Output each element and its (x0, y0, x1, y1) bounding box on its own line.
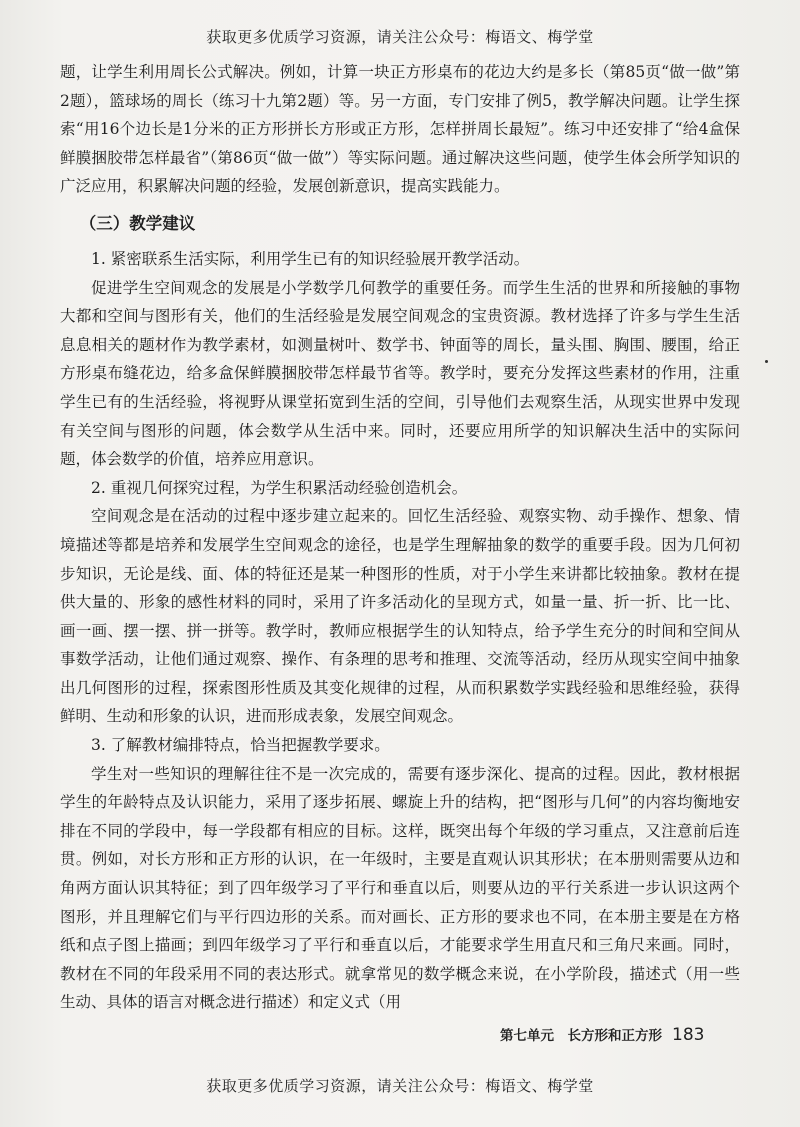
paragraph: 学生对一些知识的理解往往不是一次完成的，需要有逐步深化、提高的过程。因此，教材根据学生的年龄特点及认识能力，采用了逐步拓展、螺旋上升的结构，把“图形与几何”的内容均衡地安排在不同的学段中，每一学段都有相应的目标。这样，既突出每个年级的学习重点，又注意前后连贯。例如，对长方形和正方形的认识，在一年级时，主要是直观认识其形状；在本册则需要从边和角两方面认识其特征；到了四年级学习了平行和垂直以后，则要从边的平行关系进一步认识这两个图形，并且理解它们与平行四边形的关系。而对画长、正方形的要求也不同，在本册主要是在方格纸和点子图上描画；到四年级学习了平行和垂直以后，才能要求学生用直尺和三角尺来画。同时，教材在不同的年段采用不同的表达形式。就拿常见的数学概念来说，在小学阶段，描述式（用一些生动、具体的语言对概念进行描述）和定义式（用 (60, 764, 740, 1012)
paragraph: 促进学生空间观念的发展是小学数学几何教学的重要任务。而学生生活的世界和所接触的事物大都和空间与图形有关，他们的生活经验是发展空间观念的宝贵资源。教材选择了许多与学生生活息息相关的题材作为教学素材，如测量树叶、数学书、钟面等的周长，量头围、胸围、腰围，给正方形桌布缝花边，给多盒保鲜膜捆胶带怎样最节省等。教学时，要充分发挥这些素材的作用，注重学生已有的生活经验，将视野从课堂拓宽到生活的空间，引导他们去观察生活，从现实世界中发现有关空间与图形的问题，体会数学从生活中来。同时，还要应用所学的知识解决生活中的实际问题，体会数学的价值，培养应用意识。 (60, 278, 740, 469)
page-number: 183 (672, 1025, 705, 1045)
paragraph-continuation: 题，让学生利用周长公式解决。例如，计算一块正方形桌布的花边大约是多长（第85页“做一做”第2题），篮球场的周长（练习十九第2题）等。另一方面，专门安排了例5，教学解决问题。让学生探索“用16个边长是1分米的正方形拼长方形或正方形，怎样拼周长最短”。练习中还安排了“给4盒保鲜膜捆胶带怎样最省”（第86页“做一做”）等实际问题。通过解决这些问题，使学生体会所学知识的广泛应用，积累解决问题的经验，发展创新意识，提高实践能力。 (60, 63, 740, 196)
subpoint-1: 1. 紧密联系生活实际，利用学生已有的知识经验展开教学活动。 (91, 249, 530, 268)
page-footer (500, 1024, 704, 1045)
watermark-bottom: 获取更多优质学习资源，请关注公众号：梅语文、梅学堂 (206, 1077, 594, 1095)
section-heading: （三）教学建议 (79, 213, 196, 233)
paragraph: 空间观念是在活动的过程中逐步建立起来的。回忆生活经验、观察实物、动手操作、想象、情境描述等都是培养和发展学生空间观念的途径，也是学生理解抽象的数学的重要手段。因为几何初步知识，无论是线、面、体的特征还是某一种图形的性质，对于小学生来讲都比较抽象。教材在提供大量的、形象的感性材料的同时，采用了许多活动化的呈现方式，如量一量、折一折、比一比、画一画、摆一摆、拼一拼等。教学时，教师应根据学生的认知特点，给予学生充分的时间和空间从事数学活动，让他们通过观察、操作、有条理的思考和推理、交流等活动，经历从现实空间中抽象出几何图形的过程，探索图形性质及其变化规律的过程，从而积累数学实践经验和思维经验，获得鲜明、生动和形象的认识，进而形成表象，发展空间观念。 (60, 507, 740, 726)
footer-unit-title: 第七单元 长方形和正方形 (500, 1028, 662, 1044)
watermark-top: 获取更多优质学习资源，请关注公众号：梅语文、梅学堂 (206, 28, 594, 46)
subpoint-2: 2. 重视几何探究过程，为学生积累活动经验创造机会。 (91, 478, 468, 497)
speck-mark (765, 360, 768, 363)
subpoint-3: 3. 了解教材编排特点，恰当把握教学要求。 (91, 736, 390, 755)
body-text (60, 58, 740, 1017)
